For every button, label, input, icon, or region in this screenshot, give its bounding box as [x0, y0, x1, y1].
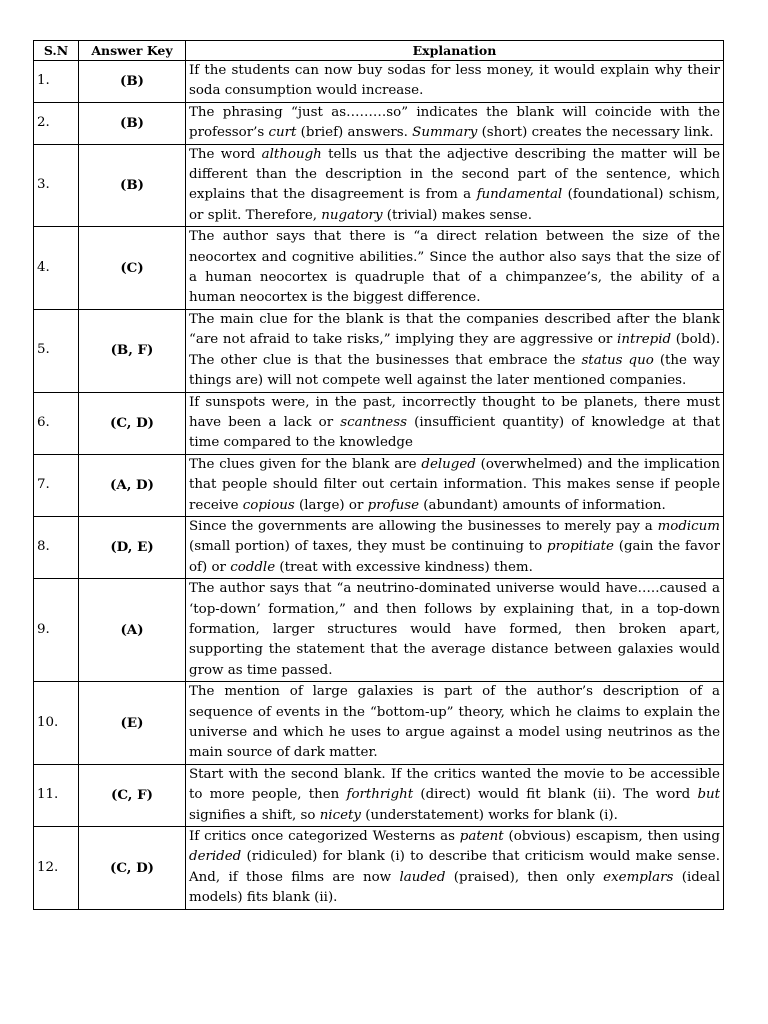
table-row	[34, 392, 724, 454]
explanation-cell	[186, 392, 724, 454]
row-number: 8.	[34, 516, 79, 578]
explanation-cell	[186, 827, 724, 910]
italic-term: although	[261, 146, 322, 162]
italic-term: copious	[242, 497, 295, 513]
explanation-text: (abundant) amounts of information.	[419, 497, 666, 513]
explanation-cell	[186, 227, 724, 310]
table-header-row	[34, 41, 724, 61]
explanation-text: signifies a shift, so	[189, 807, 320, 823]
explanation-text: (overwhelmed) and the implication that people should filter out certain information. This makes sense if people receive	[189, 456, 720, 513]
explanation-text: The author says that “a neutrino-dominated universe would have…..caused a ‘top-down’ formation,” and then follows by explaining that, in a top-down formation, larger structures would have formed, then broken apart, supporting the statement that the average distance between galaxies would grow as time passed.	[189, 581, 720, 678]
explanation-text: Since the governments are allowing the businesses to merely pay a	[189, 518, 658, 534]
explanation-text: If critics once categorized Westerns as	[189, 829, 460, 845]
answer-key-cell: (E)	[79, 682, 186, 765]
explanation-text: (the way things are) will not compete well against the later mentioned companies.	[189, 352, 720, 389]
row-number: 6.	[34, 392, 79, 454]
answer-key-cell: (B)	[79, 102, 186, 144]
italic-term: curt	[268, 125, 297, 141]
explanation-cell	[186, 102, 724, 144]
table-row	[34, 827, 724, 910]
row-number: 3.	[34, 144, 79, 227]
answer-key-cell: (A, D)	[79, 454, 186, 516]
table-row	[34, 102, 724, 144]
italic-term: forthright	[346, 787, 414, 803]
table-row	[34, 144, 724, 227]
header-sn: S.N	[34, 41, 79, 61]
italic-term: status quo	[581, 352, 654, 368]
explanation-cell	[186, 144, 724, 227]
explanation-text: (direct) would fit blank (ii). The word	[413, 787, 698, 803]
explanation-text: (brief) answers.	[296, 125, 413, 141]
answer-key-cell: (B)	[79, 144, 186, 227]
table-row	[34, 227, 724, 310]
explanation-text: (understatement) works for blank (i).	[360, 807, 618, 823]
explanation-cell	[186, 454, 724, 516]
explanation-text: tells us that the adjective describing the matter will be different than the description in the second part of the sentence, which explains that the disagreement is from a	[189, 146, 720, 203]
row-number: 9.	[34, 579, 79, 682]
explanation-text: (foundational) schism, or split. Therefore,	[189, 187, 720, 223]
explanation-text: (small portion) of taxes, they must be continuing to	[189, 539, 548, 555]
italic-term: propitiate	[547, 539, 614, 555]
italic-term: exemplars	[603, 869, 674, 885]
explanation-text: The author says that there is “a direct relation between the size of the neocortex and cognitive abilities.” Since the author also says that the size of a human neocortex is quadruple that of a chimpanzee’s, the ability of a human neocortex is the biggest difference.	[189, 229, 720, 306]
italic-term: derided	[189, 849, 242, 865]
row-number: 1.	[34, 61, 79, 103]
table-row	[34, 454, 724, 516]
row-number: 5.	[34, 309, 79, 392]
row-number: 2.	[34, 102, 79, 144]
row-number: 7.	[34, 454, 79, 516]
table-body	[34, 61, 724, 910]
row-number: 12.	[34, 827, 79, 910]
italic-term: but	[697, 787, 721, 803]
answer-key-table	[33, 40, 724, 910]
row-number: 4.	[34, 227, 79, 310]
italic-term: modicum	[657, 518, 720, 534]
explanation-cell	[186, 61, 724, 103]
explanation-cell	[186, 309, 724, 392]
italic-term: nicety	[319, 807, 361, 823]
table-row	[34, 682, 724, 765]
answer-key-cell: (C, D)	[79, 827, 186, 910]
answer-key-cell: (B)	[79, 61, 186, 103]
table-row	[34, 516, 724, 578]
italic-term: patent	[459, 829, 504, 845]
explanation-text: The clues given for the blank are	[189, 456, 422, 472]
explanation-cell	[186, 682, 724, 765]
explanation-text: (praised), then only	[445, 869, 604, 885]
explanation-text: Start with the second blank. If the critics wanted the movie to be accessible to more people, then	[189, 766, 720, 803]
header-explanation: Explanation	[186, 41, 724, 61]
explanation-text: The phrasing “just as………so” indicates the blank will coincide with the professor’s	[189, 104, 720, 141]
explanation-text: (ridiculed) for blank (i) to describe that criticism would make sense. And, if those films are now	[189, 849, 720, 885]
explanation-text: (ideal models) fits blank (ii).	[189, 869, 720, 906]
explanation-text: (bold). The other clue is that the businesses that embrace the	[189, 332, 721, 368]
italic-term: intrepid	[617, 332, 672, 348]
explanation-text: (large) or	[294, 497, 368, 513]
italic-term: fundamental	[476, 187, 563, 203]
row-number: 11.	[34, 764, 79, 826]
explanation-cell	[186, 516, 724, 578]
explanation-text: (gain the favor of) or	[189, 539, 720, 575]
italic-term: lauded	[399, 869, 446, 885]
italic-term: scantness	[340, 414, 407, 430]
explanation-text: (trivial) makes sense.	[382, 207, 532, 223]
italic-term: profuse	[367, 497, 420, 513]
explanation-text: (insufficient quantity) of knowledge at that time compared to the knowledge	[189, 414, 720, 451]
row-number: 10.	[34, 682, 79, 765]
header-answer-key: Answer Key	[79, 41, 186, 61]
explanation-text: (short) creates the necessary link.	[477, 125, 714, 141]
explanation-text: The mention of large galaxies is part of the author’s description of a sequence of events in the “bottom-up” theory, which he claims to explain the universe and which he uses to argue against a model using neutrinos as the main source of dark matter.	[189, 684, 720, 761]
answer-key-cell: (D, E)	[79, 516, 186, 578]
table-row	[34, 579, 724, 682]
table-row	[34, 61, 724, 103]
answer-key-cell: (A)	[79, 579, 186, 682]
italic-term: Summary	[412, 125, 478, 141]
explanation-text: If sunspots were, in the past, incorrectly thought to be planets, there must have been a lack or	[189, 394, 720, 430]
explanation-text: (obvious) escapism, then using	[503, 829, 720, 845]
italic-term: deluged	[421, 456, 476, 472]
table-row	[34, 309, 724, 392]
italic-term: coddle	[230, 559, 276, 575]
explanation-text: If the students can now buy sodas for less money, it would explain why their soda consumption would increase.	[189, 63, 720, 99]
table-row	[34, 764, 724, 826]
explanation-text: (treat with excessive kindness) them.	[275, 559, 533, 575]
italic-term: nugatory	[321, 207, 383, 223]
explanation-cell	[186, 764, 724, 826]
explanation-text: The main clue for the blank is that the companies described after the blank “are not afraid to take risks,” implying they are aggressive or	[189, 311, 720, 348]
explanation-cell	[186, 579, 724, 682]
explanation-text: The word	[189, 146, 262, 162]
answer-key-cell: (B, F)	[79, 309, 186, 392]
answer-key-cell: (C, F)	[79, 764, 186, 826]
answer-key-cell: (C, D)	[79, 392, 186, 454]
answer-key-cell: (C)	[79, 227, 186, 310]
